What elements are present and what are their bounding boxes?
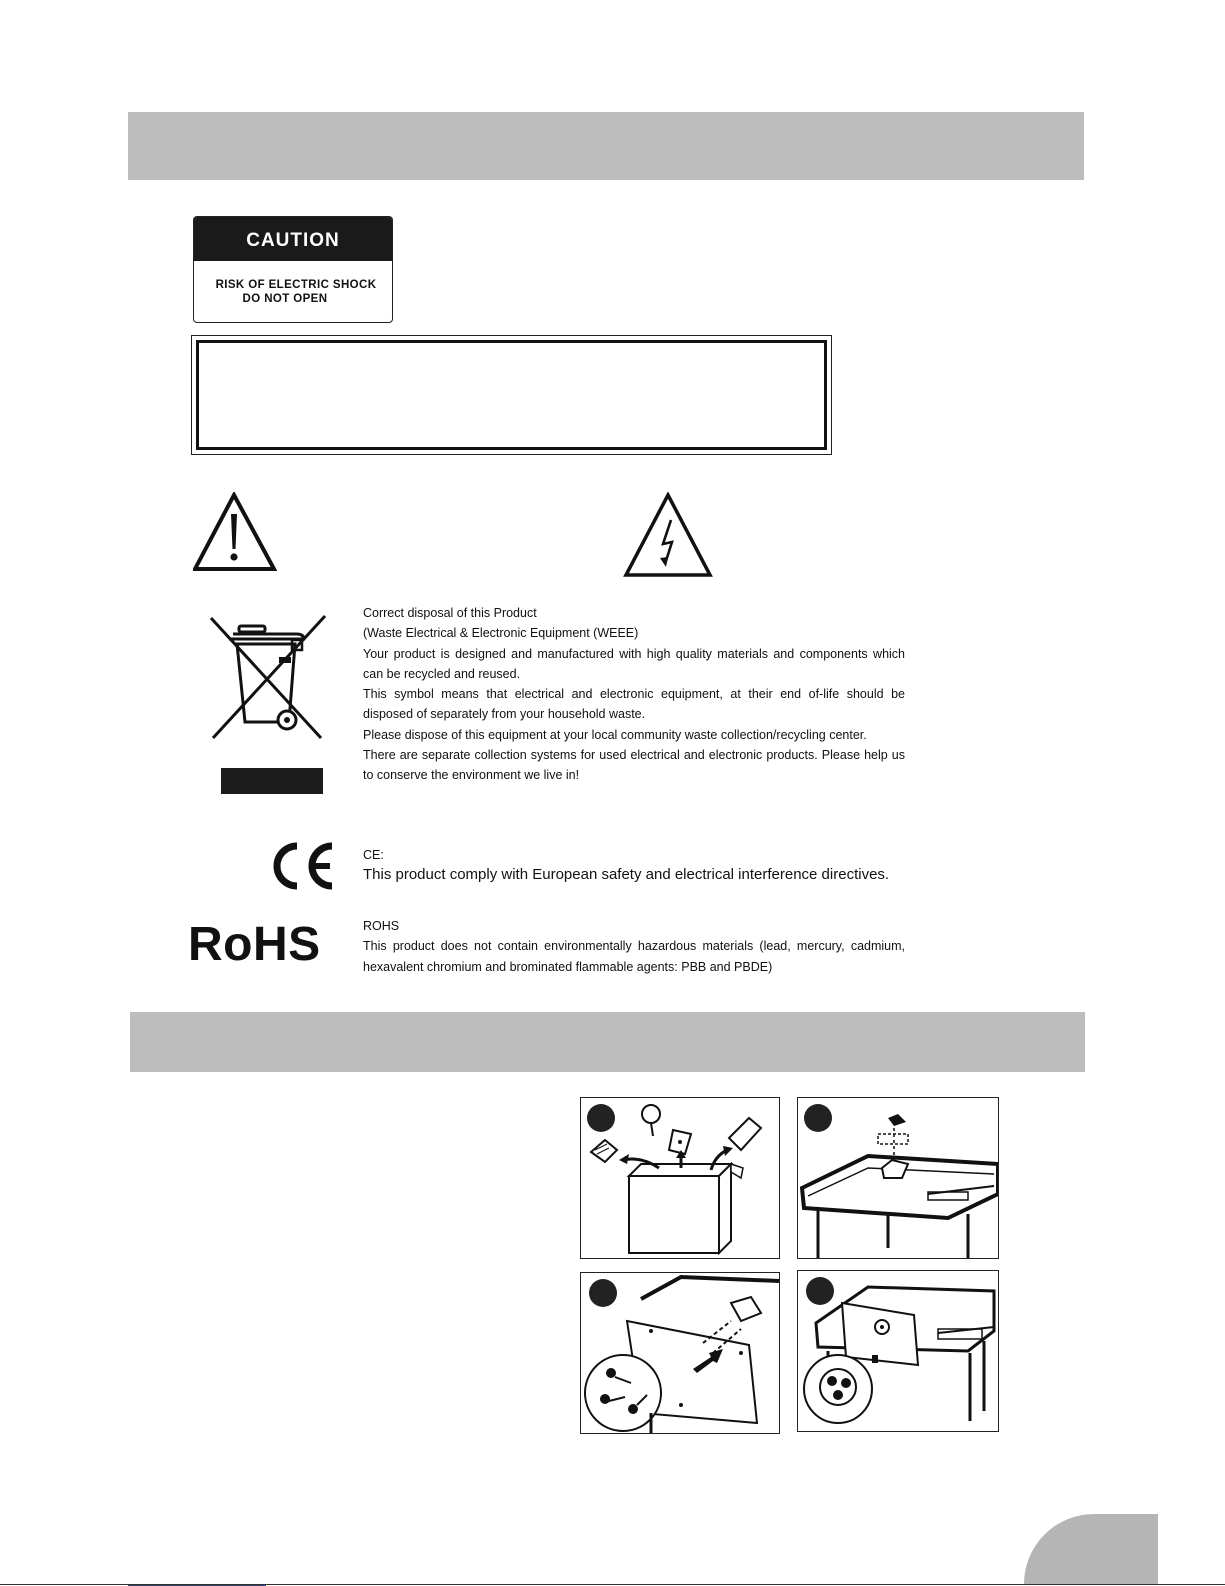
section-header-band: [128, 112, 1084, 180]
crossed-bin-icon: [205, 612, 330, 744]
rohs-body: This product does not contain environmentally hazardous materials (lead, mercury, cadmium, hexavalent chromium and brominated flammable agents: PBB and PBDE): [363, 939, 905, 974]
caution-line-1: RISK OF ELECTRIC SHOCK: [215, 279, 377, 291]
caution-title: CAUTION: [194, 217, 392, 261]
rohs-logo: RoHS: [188, 918, 321, 971]
weee-paragraph-4: There are separate collection systems for used electrical and electronic products. Please help us to conserve the environment we live in!: [363, 748, 905, 783]
weee-paragraph-3: Please dispose of this equipment at your local community waste collection/recycling center.: [363, 727, 867, 742]
exclamation-triangle-icon: [193, 492, 277, 572]
weee-text-block: [363, 603, 905, 786]
lightning-triangle-icon: [623, 492, 713, 578]
weee-subtitle: (Waste Electrical & Electronic Equipment (WEEE): [363, 626, 639, 641]
weee-paragraph-1: Your product is designed and manufactured with high quality materials and components which can be recycled and reused.: [363, 646, 905, 681]
rohs-title: ROHS: [363, 919, 400, 933]
ce-mark-icon: [266, 838, 338, 894]
disposal-date-bar: [221, 768, 323, 794]
ce-title: CE:: [363, 848, 384, 862]
warning-box-inner-border: [196, 340, 827, 450]
rohs-text-block: [363, 916, 905, 977]
assembly-step-3-illustration: [580, 1272, 780, 1434]
ce-body: This product comply with European safety and electrical interference directives.: [363, 866, 890, 883]
caution-line-2: DO NOT OPEN: [242, 293, 328, 305]
ce-text-block: [363, 845, 905, 885]
weee-title: Correct disposal of this Product: [363, 606, 537, 620]
assembly-step-4-illustration: [797, 1270, 999, 1432]
warning-box: [191, 335, 832, 455]
assembly-step-1-illustration: [580, 1097, 780, 1259]
assembly-step-2-illustration: [797, 1097, 999, 1259]
caution-label: [193, 216, 393, 323]
weee-paragraph-2: This symbol means that electrical and electronic equipment, at their end of-life should be disposed of separately from your household waste.: [363, 687, 905, 722]
section-header-band: [130, 1012, 1085, 1072]
page-number-tab: [1024, 1514, 1158, 1585]
